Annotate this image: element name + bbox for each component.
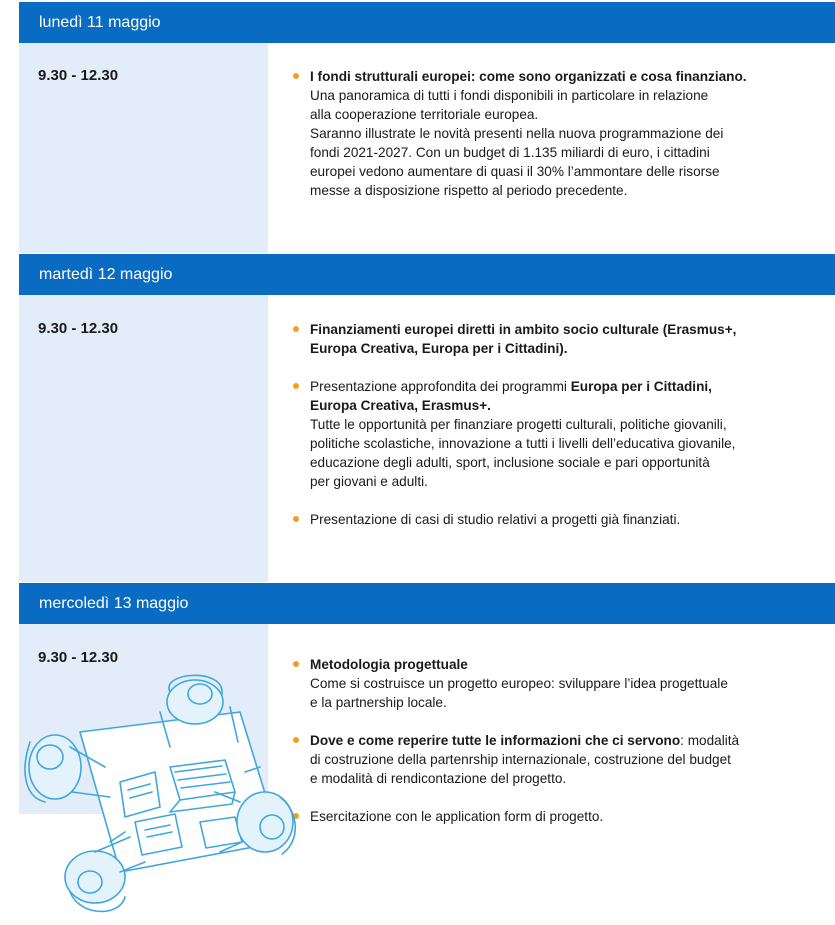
item-heading: Metodologia progettuale: [310, 657, 468, 672]
item-line: politiche scolastiche, innovazione a tutti i livelli dell’educativa giovanile,: [310, 436, 736, 451]
item-line: fondi 2021-2027. Con un budget di 1.135 miliardi di euro, i cittadini: [310, 145, 710, 160]
item-line: di costruzione della partenrship internazionale, costruzione del budget: [310, 752, 731, 767]
agenda-item: [310, 67, 810, 200]
day-header: [19, 2, 835, 43]
bullet-icon: [293, 73, 299, 79]
agenda-item: [310, 320, 810, 358]
session-time: 9.30 - 12.30: [38, 649, 119, 666]
item-line: Come si costruisce un progetto europeo: sviluppare l’idea progettuale: [310, 676, 728, 691]
item-line: Tutte le opportunità per finanziare progetti culturali, politiche giovanili,: [310, 417, 727, 432]
item-line: messe a disposizione rispetto al periodo precedente.: [310, 183, 628, 198]
session-time: 9.30 - 12.30: [38, 67, 119, 84]
item-line: europei vedono aumentare di quasi il 30% l’ammontare delle risorse: [310, 164, 720, 179]
item-heading: Finanziamenti europei diretti in ambito socio culturale (Erasmus+,: [310, 322, 737, 337]
day-title: mercoledì 13 maggio: [39, 595, 189, 612]
item-heading: Europa Creativa, Erasmus+.: [310, 398, 491, 413]
people-around-table-sketch-icon: [10, 672, 310, 922]
item-heading: Dove e come reperire tutte le informazioni che ci servono: [310, 733, 681, 748]
item-line: educazione degli adulti, sport, inclusione sociale e pari opportunità: [310, 455, 710, 470]
agenda-item: [310, 377, 810, 491]
item-line: e modalità di rendicontazione del progetto.: [310, 771, 567, 786]
bullet-icon: [293, 661, 299, 667]
item-lead: Presentazione approfondita dei programmi: [310, 379, 571, 394]
bullet-icon: [293, 383, 299, 389]
time-column: [19, 295, 268, 582]
agenda-item: [310, 655, 810, 712]
item-line: e la partnership locale.: [310, 695, 447, 710]
item-line: [310, 377, 810, 396]
agenda-item: [310, 731, 810, 788]
bullet-icon: [293, 326, 299, 332]
item-line: Saranno illustrate le novità presenti nella nuova programmazione dei: [310, 126, 724, 141]
bullet-icon: [293, 516, 299, 522]
item-heading: I fondi strutturali europei: come sono organizzati e cosa finanziano.: [310, 69, 747, 84]
item-line: per giovani e adulti.: [310, 474, 428, 489]
item-line: Presentazione di casi di studio relativi a progetti già finanziati.: [310, 512, 681, 527]
item-lead-bold: Europa per i Cittadini,: [570, 379, 712, 394]
item-heading: Europa Creativa, Europa per i Cittadini).: [310, 341, 568, 356]
day-title: lunedì 11 maggio: [39, 14, 161, 31]
item-line: alla cooperazione territoriale europea.: [310, 107, 539, 122]
day-title: martedì 12 maggio: [39, 266, 173, 283]
day-header: [19, 254, 835, 295]
day-header: [19, 583, 835, 624]
item-heading-tail: : modalità: [680, 733, 740, 748]
agenda-item: [310, 510, 810, 529]
item-line: Esercitazione con le application form di progetto.: [310, 809, 604, 824]
item-line: [310, 731, 810, 750]
item-line: Una panoramica di tutti i fondi disponibili in particolare in relazione: [310, 88, 709, 103]
agenda-item: [310, 807, 810, 826]
session-time: 9.30 - 12.30: [38, 320, 119, 337]
